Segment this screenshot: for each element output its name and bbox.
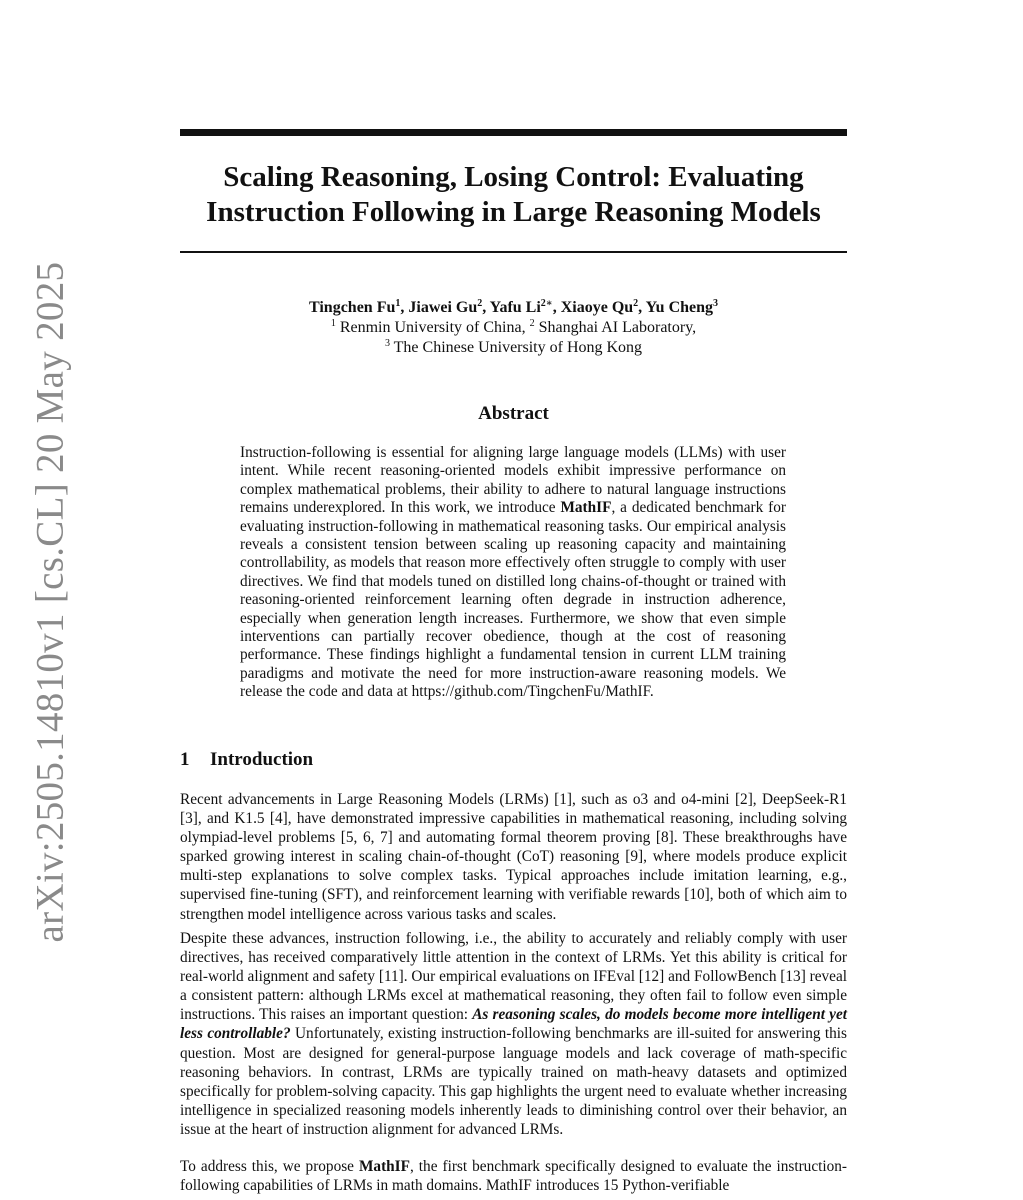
- author-5: , Yu Cheng: [638, 299, 714, 316]
- section-number: 1: [180, 749, 190, 770]
- author-4: , Xiaoye Qu: [552, 299, 634, 316]
- affil-2-mark: 2: [529, 318, 535, 329]
- p2-part-2: Unfortunately, existing instruction-following benchmarks are ill-suited for answering this question. Most are designed for general-purpose language models and lack coverage of math-specific reasoning behaviors. In contrast, LRMs are typically trained on math-heavy datasets and optimized specifically for problem-solving capacity. This gap highlights the urgent need to evaluate whether increasing intelligence in specialized reasoning models inherently leads to diminishing control over their behavior, an issue at the heart of instruction alignment for advanced LRMs.: [180, 1025, 847, 1138]
- p3-part-1: To address this, we propose: [180, 1158, 359, 1175]
- title-bottom-rule: [180, 251, 847, 253]
- affiliations-line-2: [180, 338, 847, 358]
- title-line-1: Scaling Reasoning, Losing Control: Evaluating: [223, 161, 804, 193]
- arxiv-side-stamp: arXiv:2505.14810v1 [cs.CL] 20 May 2025: [28, 261, 72, 943]
- abstract-part-2: , a dedicated benchmark for evaluating instruction-following in mathematical reasoning tasks. Our empirical analysis reveals a consistent tension between scaling up reasoning capacity and maintaining controllability, as models that reason more effectively often struggle to comply with user directives. We find that models tuned on distilled long chains-of-thought or trained with reasoning-oriented reinforcement learning often degrade in instruction adherence, especially when generation length increases. Furthermore, we show that even simple interventions can partially recover obedience, though at the cost of reasoning performance. These findings highlight a fundamental tension in current LLM training paradigms and motivate the need for more instruction-aware reasoning models. We release the code and data at https://github.com/TingchenFu/MathIF.: [240, 499, 786, 701]
- abstract-part-1: Instruction-following is essential for aligning large language models (LLMs) with user intent. While recent reasoning-oriented models exhibit impressive performance on complex mathematical problems, their ability to adhere to natural language instructions remains underexplored. In this work, we introduce: [240, 444, 786, 517]
- author-names: [180, 298, 847, 318]
- intro-paragraph-3: [180, 1157, 847, 1195]
- author-block: [180, 298, 847, 358]
- author-4-affil: 2: [633, 298, 639, 309]
- p3-part-2: , the first benchmark specifically designed to evaluate the instruction-following capabilities of LRMs in math domains. MathIF introduces 15 Python-verifiable: [180, 1158, 847, 1195]
- abstract-benchmark-name: MathIF: [560, 499, 612, 517]
- p3-benchmark-name: MathIF: [358, 1158, 410, 1175]
- section-heading-introduction: [180, 749, 847, 771]
- author-1: Tingchen Fu: [308, 299, 396, 316]
- affiliations-line-1: [180, 318, 847, 338]
- affil-1-mark: 1: [330, 318, 336, 329]
- title-line-2: Instruction Following in Large Reasoning Models: [206, 196, 821, 228]
- p2-research-question: As reasoning scales, do models become more intelligent yet less controllable?: [180, 1006, 847, 1043]
- author-1-affil: 1: [395, 298, 401, 309]
- p2-part-1: Despite these advances, instruction following, i.e., the ability to accurately and reliably comply with user directives, has received comparatively little attention in the context of LRMs. Yet this ability is critical for real-world alignment and safety [11]. Our empirical evaluations on IFEval [12] and FollowBench [13] reveal a consistent pattern: although LRMs excel at mathematical reasoning, they often fail to follow even simple instructions. This raises an important question:: [180, 930, 847, 1024]
- affil-3: The Chinese University of Hong Kong: [389, 339, 643, 356]
- intro-paragraph-1: Recent advancements in Large Reasoning Models (LRMs) [1], such as o3 and o4-mini [2], DeepSeek-R1 [3], and K1.5 [4], have demonstrated impressive capabilities in mathematical reasoning, including solving olympiad-level problems [5, 6, 7] and automating formal theorem proving [8]. These breakthroughs have sparked growing interest in scaling chain-of-thought (CoT) reasoning [9], where models produce explicit multi-step explanations to solve complex tasks. Typical approaches include imitation learning, e.g., supervised fine-tuning (SFT), and reinforcement learning with verifiable rewards [10], both of which aim to strengthen model intelligence across various tasks and scales.: [180, 791, 847, 923]
- author-2-affil: 2: [477, 298, 483, 309]
- affil-1: Renmin University of China,: [335, 319, 530, 336]
- author-3: , Yafu Li: [482, 299, 541, 316]
- abstract-text: [240, 444, 786, 702]
- title-top-rule: [180, 129, 847, 136]
- affil-2: Shanghai AI Laboratory,: [534, 319, 697, 336]
- author-5-affil: 3: [713, 298, 719, 309]
- intro-paragraph-2: [180, 929, 847, 1139]
- paper-title: [180, 160, 847, 230]
- abstract-heading: Abstract: [478, 403, 549, 424]
- affil-3-mark: 3: [384, 338, 390, 349]
- author-2: , Jiawei Gu: [400, 299, 478, 316]
- section-title: Introduction: [210, 749, 314, 770]
- author-3-affil: 2∗: [540, 298, 553, 309]
